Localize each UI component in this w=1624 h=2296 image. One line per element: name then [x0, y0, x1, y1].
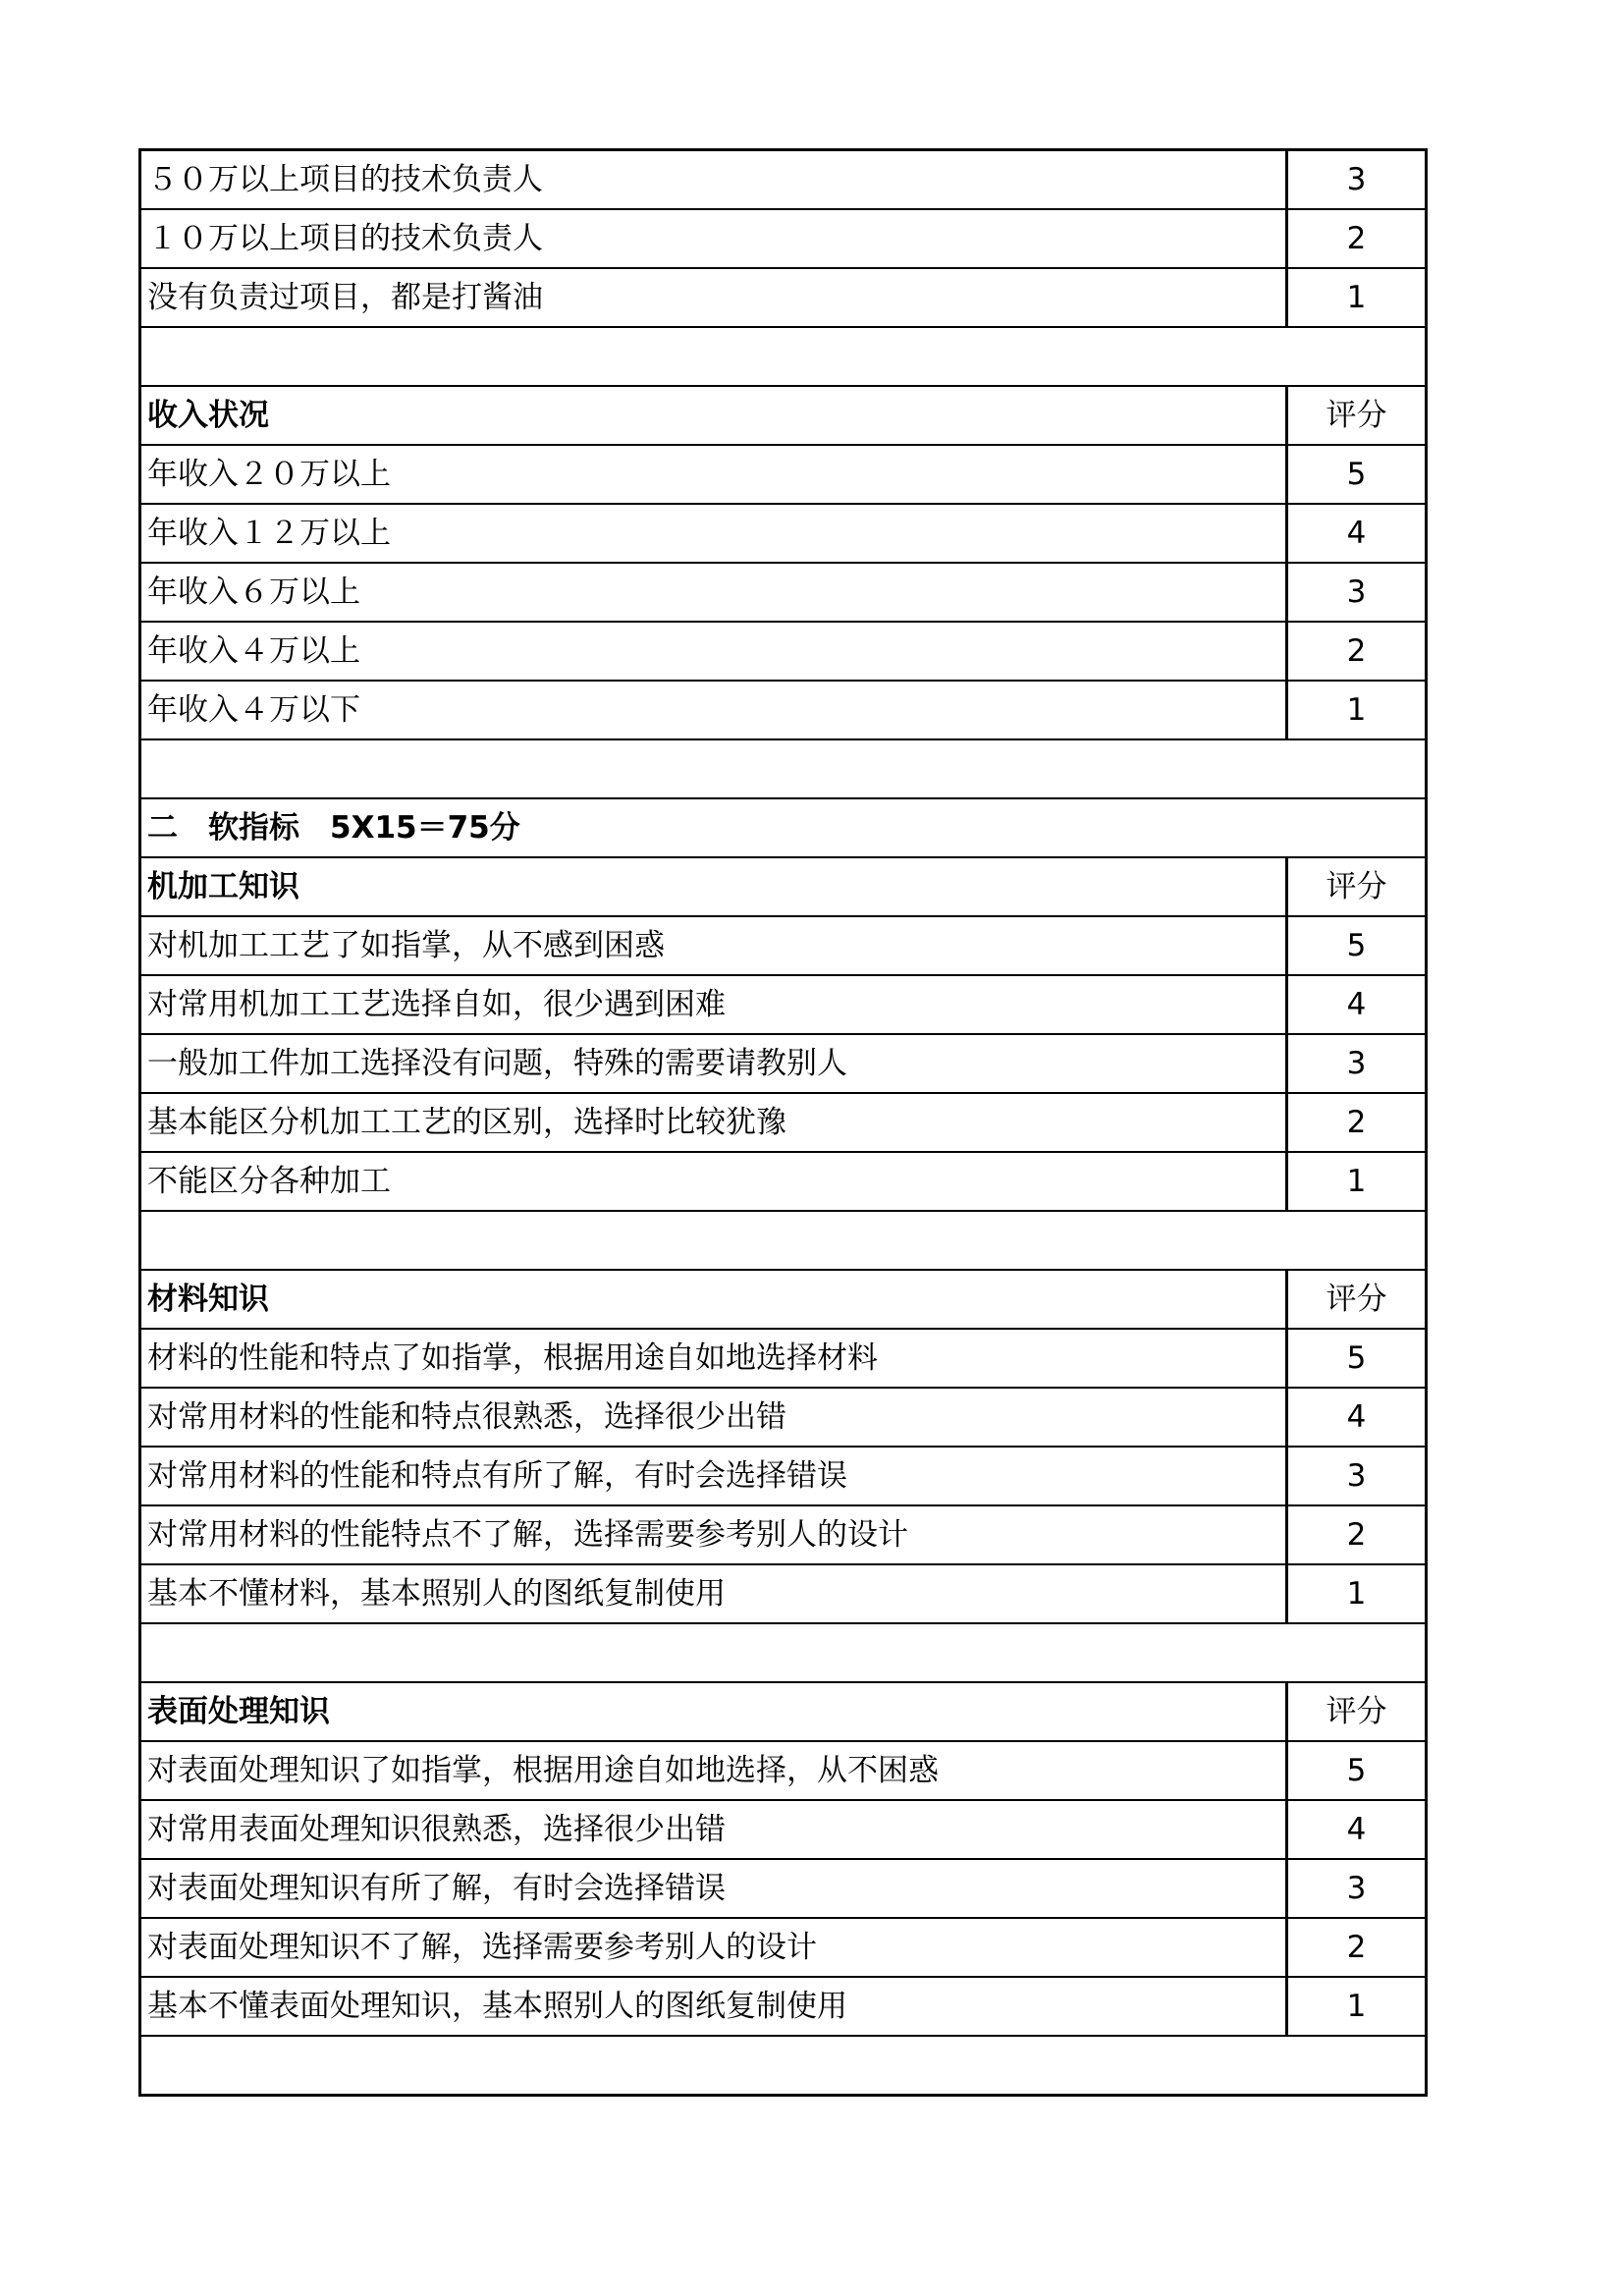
section-title: 二 软指标 5X15＝75分	[140, 798, 1427, 857]
criterion-label: 不能区分各种加工	[140, 1152, 1287, 1211]
criterion-label: 没有负责过项目，都是打酱油	[140, 268, 1287, 327]
table-row	[140, 1859, 1427, 1918]
criterion-label: 年收入４万以下	[140, 681, 1287, 739]
criterion-score: 1	[1287, 681, 1427, 739]
spacer-cell	[140, 2036, 1427, 2096]
group-heading: 表面处理知识	[140, 1682, 1287, 1741]
group-heading-row	[140, 857, 1427, 916]
table-row	[140, 622, 1427, 681]
criterion-label: 一般加工件加工选择没有问题，特殊的需要请教别人	[140, 1034, 1287, 1093]
criterion-label: 对常用材料的性能和特点有所了解，有时会选择错误	[140, 1447, 1287, 1505]
criterion-score: 5	[1287, 445, 1427, 504]
spacer-row	[140, 1623, 1427, 1682]
spacer-cell	[140, 739, 1427, 798]
criterion-score: 4	[1287, 975, 1427, 1034]
group-heading: 机加工知识	[140, 857, 1287, 916]
table-row	[140, 209, 1427, 268]
criterion-label: 材料的性能和特点了如指掌，根据用途自如地选择材料	[140, 1329, 1287, 1388]
criterion-label: 对表面处理知识不了解，选择需要参考别人的设计	[140, 1918, 1287, 1977]
table-row	[140, 681, 1427, 739]
table-row	[140, 268, 1427, 327]
score-column-header: 评分	[1287, 386, 1427, 445]
criterion-score: 4	[1287, 1388, 1427, 1447]
criterion-label: 年收入４万以上	[140, 622, 1287, 681]
criterion-label: ５０万以上项目的技术负责人	[140, 150, 1287, 210]
score-column-header: 评分	[1287, 1682, 1427, 1741]
criterion-score: 3	[1287, 150, 1427, 210]
criterion-label: 对常用材料的性能和特点很熟悉，选择很少出错	[140, 1388, 1287, 1447]
spacer-row	[140, 739, 1427, 798]
group-heading: 材料知识	[140, 1270, 1287, 1329]
spacer-row	[140, 327, 1427, 386]
score-column-header: 评分	[1287, 1270, 1427, 1329]
table-row	[140, 975, 1427, 1034]
table-row	[140, 916, 1427, 975]
table-row	[140, 1329, 1427, 1388]
table-row	[140, 1388, 1427, 1447]
spacer-row	[140, 1211, 1427, 1270]
table-row	[140, 1918, 1427, 1977]
group-heading-row	[140, 1682, 1427, 1741]
spacer-cell	[140, 1623, 1427, 1682]
table-row	[140, 504, 1427, 563]
scoring-table	[138, 148, 1428, 2097]
criterion-score: 2	[1287, 622, 1427, 681]
group-heading: 收入状况	[140, 386, 1287, 445]
table-row	[140, 1741, 1427, 1800]
criterion-label: 基本不懂表面处理知识，基本照别人的图纸复制使用	[140, 1977, 1287, 2036]
criterion-score: 2	[1287, 1918, 1427, 1977]
criterion-label: 基本能区分机加工工艺的区别，选择时比较犹豫	[140, 1093, 1287, 1152]
criterion-score: 1	[1287, 268, 1427, 327]
criterion-score: 3	[1287, 1447, 1427, 1505]
spacer-cell	[140, 327, 1427, 386]
table-row	[140, 1447, 1427, 1505]
criterion-label: 对表面处理知识了如指掌，根据用途自如地选择，从不困惑	[140, 1741, 1287, 1800]
score-column-header: 评分	[1287, 857, 1427, 916]
criterion-label: 基本不懂材料，基本照别人的图纸复制使用	[140, 1564, 1287, 1623]
group-heading-row	[140, 386, 1427, 445]
criterion-score: 1	[1287, 1977, 1427, 2036]
table-row	[140, 1800, 1427, 1859]
criterion-label: 对常用表面处理知识很熟悉，选择很少出错	[140, 1800, 1287, 1859]
table-row	[140, 1564, 1427, 1623]
table-row	[140, 150, 1427, 210]
criterion-label: 对表面处理知识有所了解，有时会选择错误	[140, 1859, 1287, 1918]
criterion-label: 年收入１２万以上	[140, 504, 1287, 563]
spacer-cell	[140, 1211, 1427, 1270]
criterion-score: 1	[1287, 1564, 1427, 1623]
criterion-label: １０万以上项目的技术负责人	[140, 209, 1287, 268]
table-row	[140, 1505, 1427, 1564]
table-row	[140, 1034, 1427, 1093]
criterion-score: 5	[1287, 916, 1427, 975]
criterion-score: 2	[1287, 209, 1427, 268]
criterion-label: 对常用机加工工艺选择自如，很少遇到困难	[140, 975, 1287, 1034]
criterion-score: 3	[1287, 563, 1427, 622]
criterion-score: 4	[1287, 1800, 1427, 1859]
table-row	[140, 445, 1427, 504]
criterion-score: 2	[1287, 1505, 1427, 1564]
criterion-label: 年收入６万以上	[140, 563, 1287, 622]
table-row	[140, 1152, 1427, 1211]
criterion-score: 3	[1287, 1859, 1427, 1918]
table-row	[140, 1977, 1427, 2036]
spacer-row	[140, 2036, 1427, 2096]
criterion-score: 4	[1287, 504, 1427, 563]
criterion-score: 2	[1287, 1093, 1427, 1152]
group-heading-row	[140, 1270, 1427, 1329]
criterion-score: 5	[1287, 1741, 1427, 1800]
table-row	[140, 1093, 1427, 1152]
criterion-label: 对常用材料的性能特点不了解，选择需要参考别人的设计	[140, 1505, 1287, 1564]
criterion-score: 5	[1287, 1329, 1427, 1388]
criterion-label: 年收入２０万以上	[140, 445, 1287, 504]
criterion-label: 对机加工工艺了如指掌，从不感到困惑	[140, 916, 1287, 975]
criterion-score: 1	[1287, 1152, 1427, 1211]
table-row	[140, 563, 1427, 622]
criterion-score: 3	[1287, 1034, 1427, 1093]
section-title-row	[140, 798, 1427, 857]
